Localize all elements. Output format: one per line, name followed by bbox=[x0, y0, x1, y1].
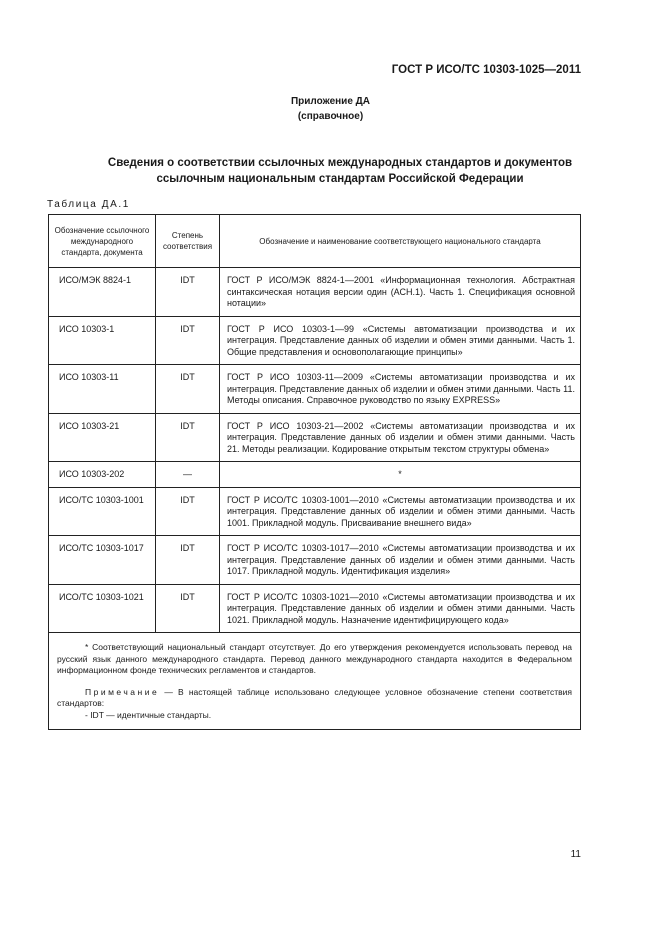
national-standard-cell: ГОСТ Р ИСО 10303-21—2002 «Системы автоматизации производства и их интеграция. Представление данных об изделии и обмен этими данными. Часть 21. Методы реализации. Кодирование открытым текстом структуры обмена» bbox=[220, 413, 581, 462]
national-standard-cell: ГОСТ Р ИСО/МЭК 8824-1—2001 «Информационная технология. Абстрактная синтаксическая нотация версии один (АСН.1). Часть 1. Спецификация основной нотации» bbox=[220, 268, 581, 317]
degree-cell: IDT bbox=[156, 413, 220, 462]
national-standard-cell: ГОСТ Р ИСО/ТС 10303-1021—2010 «Системы автоматизации производства и их интеграция. Представление данных об изделии и обмен этими данными. Часть 1021. Прикладной модуль. Назначение идентифицирующего кода» bbox=[220, 584, 581, 633]
note-label: Примечание bbox=[85, 686, 160, 697]
degree-cell: IDT bbox=[156, 268, 220, 317]
note-item: - IDT — идентичные стандарты. bbox=[85, 709, 212, 720]
table-header-row bbox=[49, 215, 581, 268]
ref-standard-cell: ИСО 10303-11 bbox=[49, 365, 156, 414]
degree-cell: IDT bbox=[156, 487, 220, 536]
standard-code: ГОСТ Р ИСО/ТС 10303-1025—2011 bbox=[391, 64, 581, 76]
appendix-heading bbox=[0, 94, 661, 124]
document-title bbox=[60, 155, 620, 187]
appendix-title: Приложение ДА bbox=[290, 96, 371, 107]
document-title-line-2: ссылочным национальным стандартам Российской Федерации bbox=[156, 173, 524, 185]
header-ref-standard: Обозначение ссылочного международного стандарта, документа bbox=[49, 215, 156, 268]
table-row bbox=[49, 365, 581, 414]
header-degree: Степень соответствия bbox=[156, 215, 220, 268]
degree-cell: — bbox=[156, 462, 220, 488]
table-notes-row bbox=[49, 633, 581, 730]
appendix-subtitle: (справочное) bbox=[297, 111, 364, 122]
correspondence-table bbox=[48, 214, 581, 730]
table-row bbox=[49, 462, 581, 488]
degree-cell: IDT bbox=[156, 536, 220, 585]
table-row bbox=[49, 536, 581, 585]
page-number: 11 bbox=[570, 849, 581, 860]
degree-cell: IDT bbox=[156, 365, 220, 414]
note bbox=[57, 687, 572, 710]
national-standard-cell: * bbox=[220, 462, 581, 488]
table-notes bbox=[49, 633, 581, 730]
document-title-line-1: Сведения о соответствии ссылочных международных стандартов и документов bbox=[107, 157, 573, 169]
header-national-standard: Обозначение и наименование соответствующего национального стандарта bbox=[220, 215, 581, 268]
national-standard-cell: ГОСТ Р ИСО/ТС 10303-1017—2010 «Системы автоматизации производства и их интеграция. Представление данных об изделии и обмен этими данными. Часть 1017. Прикладной модуль. Идентификация изделия» bbox=[220, 536, 581, 585]
table-row bbox=[49, 413, 581, 462]
table-caption: Таблица ДА.1 bbox=[47, 199, 130, 210]
ref-standard-cell: ИСО 10303-1 bbox=[49, 316, 156, 365]
degree-cell: IDT bbox=[156, 316, 220, 365]
footnote: * Соответствующий национальный стандарт отсутствует. До его утверждения рекомендуется использовать перевод на русский язык данного международного стандарта. Перевод данного международного стандарта находится в Федеральном информационном фонде технических регламентов и стандартов. bbox=[57, 642, 572, 675]
note-text: — В настоящей таблице использовано следующее условное обозначение степени соответствия стандартов: bbox=[57, 686, 572, 708]
national-standard-cell: ГОСТ Р ИСО 10303-1—99 «Системы автоматизации производства и их интеграция. Представление данных об изделии и обмен этими данными. Часть 1. Общие представления и основополагающие принципы» bbox=[220, 316, 581, 365]
ref-standard-cell: ИСО 10303-202 bbox=[49, 462, 156, 488]
ref-standard-cell: ИСО/МЭК 8824-1 bbox=[49, 268, 156, 317]
table-row bbox=[49, 316, 581, 365]
national-standard-cell: ГОСТ Р ИСО/ТС 10303-1001—2010 «Системы автоматизации производства и их интеграция. Представление данных об изделии и обмен этими данными. Часть 1001. Прикладной модуль. Присваивание внешнего вида» bbox=[220, 487, 581, 536]
degree-cell: IDT bbox=[156, 584, 220, 633]
ref-standard-cell: ИСО 10303-21 bbox=[49, 413, 156, 462]
table-row bbox=[49, 268, 581, 317]
table-row bbox=[49, 584, 581, 633]
ref-standard-cell: ИСО/ТС 10303-1017 bbox=[49, 536, 156, 585]
table-row bbox=[49, 487, 581, 536]
ref-standard-cell: ИСО/ТС 10303-1001 bbox=[49, 487, 156, 536]
ref-standard-cell: ИСО/ТС 10303-1021 bbox=[49, 584, 156, 633]
national-standard-cell: ГОСТ Р ИСО 10303-11—2009 «Системы автоматизации производства и их интеграция. Представление данных об изделии и обмен этими данными. Часть 11. Методы описания. Справочное руководство по языку EXPRESS» bbox=[220, 365, 581, 414]
